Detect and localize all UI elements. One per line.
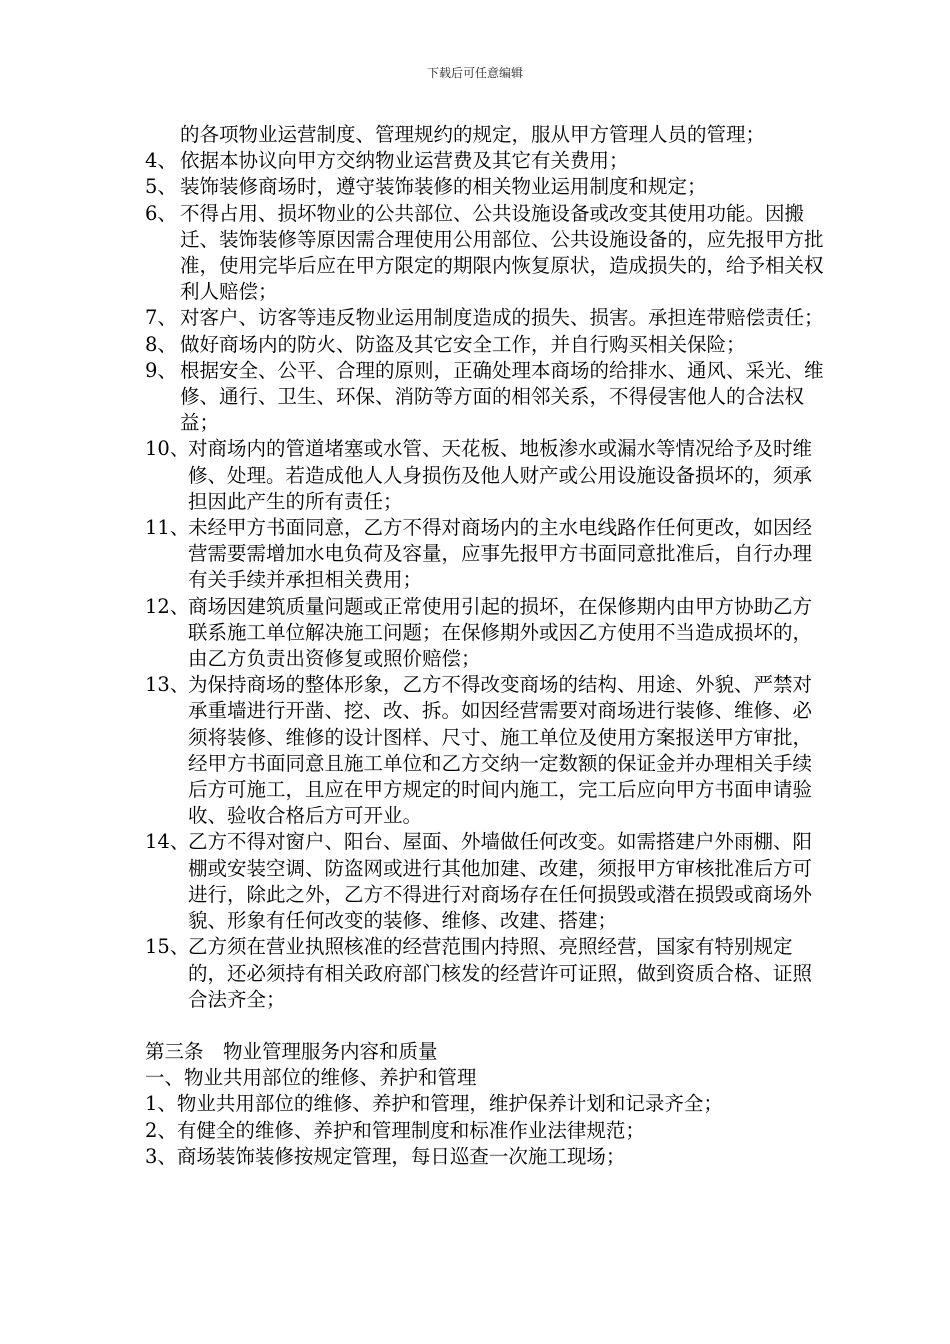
list-item <box>145 305 825 331</box>
item-text: 商场因建筑质量问题或正常使用引起的损坏，在保修期内由甲方协助乙方联系施工单位解决施工问题；在保修期外或因乙方使用不当造成损坏的，由乙方负责出资修复或照价赔偿； <box>188 594 813 671</box>
list-item <box>145 829 825 934</box>
list-item <box>145 332 825 358</box>
item-number: 8、 <box>145 332 177 356</box>
item-text: 对商场内的管道堵塞或水管、天花板、地板渗水或漏水等情况给予及时维修、处理。若造成他人人身损伤及他人财产或公用设施设备损坏的，须承担因此产生的所有责任； <box>188 437 813 513</box>
section-heading: 第三条 物业管理服务内容和质量 <box>145 1039 438 1063</box>
item-number: 12、 <box>145 594 190 618</box>
list-item <box>145 934 825 1013</box>
section-line: 2、有健全的维修、养护和管理制度和标准作业法律规范； <box>145 1118 645 1142</box>
list-item <box>145 515 825 594</box>
item-text: 为保持商场的整体形象，乙方不得改变商场的结构、用途、外貌、严禁对承重墙进行开凿、挖、改、拆。如因经营需要对商场进行装修、维修、必须将装修、维修的设计图样、尺寸、施工单位及使用方案报送甲方审批，经甲方书面同意且施工单位和乙方交纳一定数额的保证金并办理相关手续后方可施工，且应在甲方规定的时间内施工，完工后应向甲方书面申请验收、验收合格后方可开业。 <box>188 673 813 828</box>
item-text: 不得占用、损坏物业的公共部位、公共设施设备或改变其使用功能。因搬迁、装饰装修等原因需合理使用公用部位、公共设施设备的，应先报甲方批准，使用完毕后应在甲方限定的期限内恢复原状，造成损失的，给予相关权利人赔偿； <box>180 201 824 304</box>
list-item <box>145 436 825 515</box>
item-text: 乙方不得对窗户、阳台、屋面、外墙做任何改变。如需搭建户外雨棚、阳棚或安装空调、防盗网或进行其他加建、改建，须报甲方审核批准后方可进行，除此之外，乙方不得进行对商场存在任何损毁或潜在损毁或商场外貌、形象有任何改变的装修、维修、改建、搭建； <box>188 830 813 933</box>
item-number: 11、 <box>145 516 190 540</box>
item-text: 乙方须在营业执照核准的经营范围内持照、亮照经营，国家有特别规定的，还必须持有相关政府部门核发的经营许可证照，做到资质合格、证照合法齐全； <box>188 935 813 1011</box>
item-text: 对客户、访客等违反物业运用制度造成的损失、损害。承担连带赔偿责任； <box>180 306 824 330</box>
item-text: 依据本协议向甲方交纳物业运营费及其它有关费用； <box>180 149 629 173</box>
list-item <box>145 201 825 306</box>
item-text: 装饰装修商场时，遵守装饰装修的相关物业运用制度和规定； <box>180 175 707 199</box>
item-number: 6、 <box>145 201 177 225</box>
item-number: 13、 <box>145 673 190 697</box>
page-header: 下载后可任意编辑 <box>426 66 523 80</box>
continued-paragraph: 的各项物业运营制度、管理规约的规定，服从甲方管理人员的管理； <box>180 123 766 146</box>
item-number: 4、 <box>145 149 177 173</box>
list-item <box>145 358 825 437</box>
document-body <box>145 122 825 1170</box>
list-item <box>145 594 825 673</box>
item-number: 10、 <box>145 437 190 461</box>
item-number: 5、 <box>145 175 177 199</box>
item-number: 7、 <box>145 306 177 330</box>
list-item <box>145 174 825 200</box>
item-number: 9、 <box>145 358 177 382</box>
item-number: 15、 <box>145 935 190 959</box>
item-text: 做好商场内的防火、防盗及其它安全工作，并自行购买相关保险； <box>180 332 746 356</box>
list-item <box>145 148 825 174</box>
item-text: 根据安全、公平、合理的原则，正确处理本商场的给排水、通风、采光、维修、通行、卫生、环保、消防等方面的相邻关系，不得侵害他人的合法权益； <box>180 358 824 435</box>
paragraph-spacer <box>145 1013 825 1039</box>
section-line: 1、物业共用部位的维修、养护和管理，维护保养计划和记录齐全； <box>145 1092 723 1116</box>
item-number: 14、 <box>145 830 190 854</box>
section-line: 3、商场装饰装修按规定管理，每日巡查一次施工现场； <box>145 1144 626 1168</box>
item-text: 未经甲方书面同意，乙方不得对商场内的主水电线路作任何更改，如因经营需要需增加水电负荷及容量，应事先报甲方书面同意批准后，自行办理有关手续并承担相关费用； <box>188 516 813 592</box>
list-item <box>145 672 825 829</box>
section-subheading: 一、物业共用部位的维修、养护和管理 <box>145 1066 477 1090</box>
